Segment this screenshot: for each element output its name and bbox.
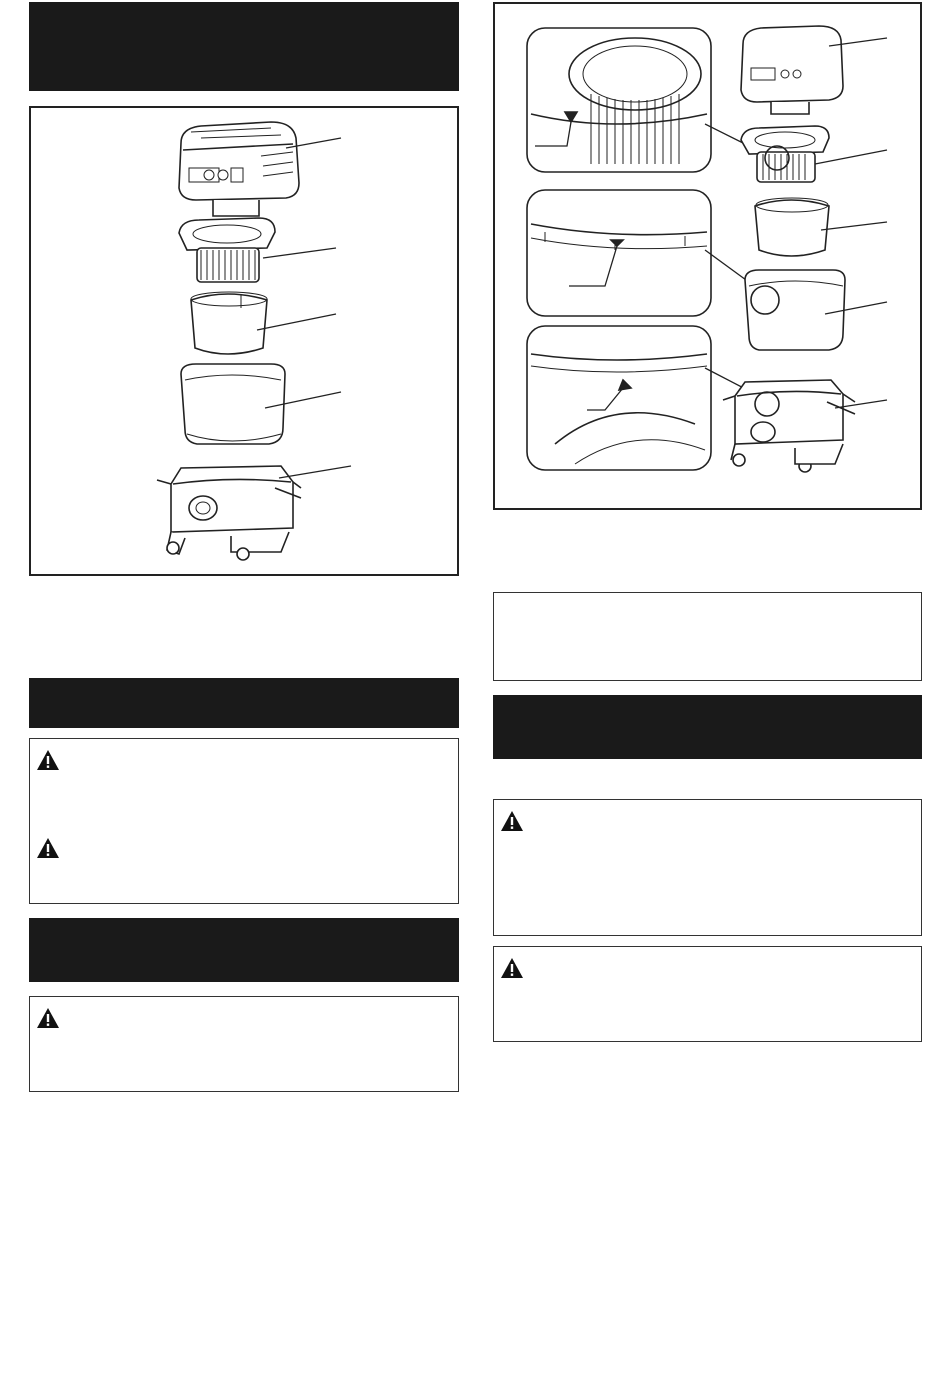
left-section-bar-2 [29, 918, 459, 982]
warning-triangle-icon [500, 957, 524, 979]
left-section-bar-1 [29, 678, 459, 728]
dust-bag-illustration [745, 270, 845, 350]
motor-head-illustration [179, 122, 299, 216]
right-section-bar [493, 695, 922, 759]
assembly-detail-figure [493, 2, 922, 510]
tank-illustration [157, 466, 301, 560]
warning-triangle-icon [36, 837, 60, 859]
filter-assembly-illustration [741, 126, 829, 182]
dust-bag-illustration [181, 364, 285, 444]
filter-assembly-illustration [179, 218, 275, 282]
left-header-bar [29, 2, 459, 91]
left-warning-box-1 [29, 738, 459, 904]
warning-triangle-icon [500, 810, 524, 832]
detail-callout-bag-mark [527, 190, 711, 316]
tank-illustration [723, 380, 855, 472]
detail-callout-tank-mark [527, 326, 711, 470]
right-warning-box-1 [493, 799, 922, 936]
exploded-view-figure [29, 106, 459, 576]
detail-callout-filter-mark [527, 28, 711, 172]
cloth-bag-illustration [755, 198, 829, 256]
cloth-bag-illustration [191, 292, 267, 354]
left-warning-box-2 [29, 996, 459, 1092]
warning-triangle-icon [36, 749, 60, 771]
assembly-detail-illustration [495, 4, 920, 508]
warning-triangle-icon [36, 1007, 60, 1029]
motor-head-illustration [741, 26, 843, 114]
right-warning-box-2 [493, 946, 922, 1042]
right-note-box [493, 592, 922, 681]
exploded-view-illustration [31, 108, 457, 574]
